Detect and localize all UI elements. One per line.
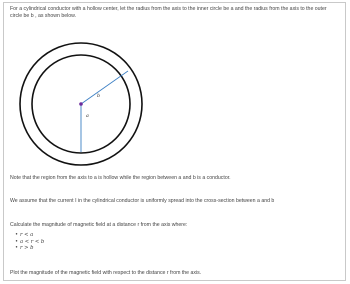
plot-prompt: Plot the magnitude of the magnetic field with respect to the distance r from the axis. (10, 270, 202, 276)
radius-b-line (81, 71, 128, 104)
case-item: • a < r < b (20, 239, 44, 246)
cross-section-diagram (4, 33, 347, 173)
label-b: b (97, 94, 101, 99)
case-item: • r < a (20, 232, 44, 239)
problem-card (3, 2, 346, 281)
calc-prompt: Calculate the magnitude of magnetic field at a distance r from the axis where: (10, 222, 188, 228)
note-text: Note that the region from the axis to a is hollow while the region between a and b is a conductor. (10, 175, 231, 181)
intro-text: For a cylindrical conductor with a hollow center, let the radius from the axis to the inner circle be a and the radius from the axis to the outer circle be b , as shown below. (10, 6, 327, 20)
cylinder-figure (4, 33, 347, 173)
assumption-text: We assume that the current I in the cylindrical conductor is uniformly spread into the cross-section between a and b (10, 198, 275, 204)
case-list (16, 232, 44, 252)
axis-point (79, 102, 83, 106)
case-item: • r > b (20, 245, 44, 252)
label-a: a (86, 114, 89, 119)
